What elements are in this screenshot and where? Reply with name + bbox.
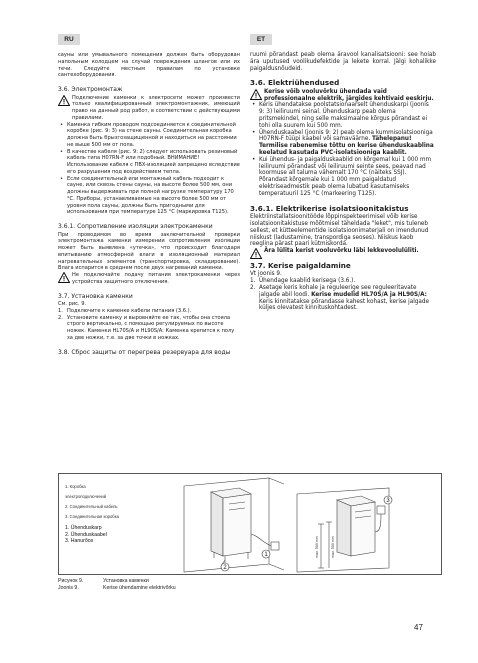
et-section-3-6-title: 3.6. Elektriühendused [250,78,340,88]
et-section-3-7-title: 3.7. Kerise paigaldamine [250,260,351,270]
ru-s37-see: См. рис. 9. [58,301,87,307]
ru-s361-text: При проводимом во время заключительной проверки электромонтажа каменки измерении сопротивления изоляции может быть выявлена «утечка», что происходит благодаря впитыванию атмосферной влаги в изоляционный материал нагревательных элементов (транспортировка, складирование). Влага испарится в среднем после двух нагреваний каменки. [58,231,240,272]
list-item: • Если соединительный или монтажный кабель подходит к сауне, или сквозь стены сауны, на высоте более 500 мм, они должны выдерживать при полной нагрузке температуру 170 °С. Приборы, устанавливаемые на высоте более 500 мм от уровня пола сауны, должны быть пригодными для использования при температуре 125 °С (маркировка T125). [67,176,240,217]
warning-icon [58,95,70,106]
ru-section-3-7-title: 3.7. Установка каменки [58,292,133,300]
legend-ru-4: 3. Соединительная коробка [65,514,119,519]
ru-section-3-6-1-title: 3.6.1. Сопротивление изоляции электрокаменки [58,223,213,230]
legend-ru-1: 1. Коробка [65,484,86,489]
callout-1: 1 [264,552,268,559]
et-s36-warning [250,89,436,103]
caption-ru-label: Рисунок 9. [58,578,84,584]
et-s36-warning-text: Kerise võib vooluvõrku ühendada vaid professionaalne elektrik, järgides kehtivaid eeskirju. [264,88,434,102]
caption-et-label: Joonis 9. [58,584,79,591]
list-item: 2. Asetage keris kohale ja reguleerige see reguleeritavate jalgade abil loodi. Kerise mudelid HL70S/A ja HL90S/A: Keris kinnitatakse põrandasse kahest kohast, kerise jalgade küljes olevatest kinnituskohtadest. [250,285,430,312]
ru-section-3-8-title: 3.8. Сброс защиты от перегрева резервуара для воды [58,348,231,356]
heater-side [211,492,223,556]
list-item: • В качестве кабеля (рис. 9: 2) следует использовать резиновый кабель типа H07RN-F или подобный. ВНИМАНИЕ! Использование кабеля с ПВХ-изоляцией запрещено вследствие его разрушения под воздействием тепла. [67,149,240,176]
figure-caption [58,578,176,591]
ru-s361-warning [58,272,240,286]
language-tab-et: ET [250,34,272,45]
ru-intro-text: сауны или умывального помещения должен быть оборудован напольным колодцем на случай повреждения шлангов или их течи. Следуйте местным правилам по установке сантехоборудования. [58,52,240,79]
figure-9 [58,473,442,575]
list-item: • Каменка гибким проводом подсоединяется к соединительной коробке (рис. 9: 3) на стене сауны. Соединительная коробка должна быть брызгозащищенной и находиться на расстоянии не выше 500 мм от пола. [67,122,240,149]
column-ru [58,52,240,357]
et-s361-warning [250,248,436,255]
callout-3: 3 [386,498,390,505]
legend-et-3: 3. Hanurõos [65,538,94,544]
ru-s36-warning [58,95,240,122]
ru-s36-bullets [58,122,240,217]
et-s361-warning-text: Ära lülita kerist vooluvõrku läbi lekkevoolulüliti. [264,248,419,255]
list-item: 1. Подключите к каменке кабели питания (3.6.). [58,307,192,314]
et-section-3-6-1-title: 3.6.1. Elektrikerise isolatsioonitakistus [250,203,409,213]
warning-icon [250,248,262,259]
ru-section-3-6-title: 3.6. Электромонтаж [58,86,123,93]
list-item: • Ühenduskaabel (joonis 9: 2) peab olema kummisolatsiooniga H07RN-F tüüpi kaabel või samaväärne. Tähelepanu! Termilise rabenemise tõttu on kerise ühenduskaablina keelatud kasutada PVC-isolatsiooniga kaablit. [259,130,436,157]
ru-s361-warning-text: Не подключайте подачу питания электрокаменки через устройства защитного отключения. [72,272,240,285]
column-et [250,52,436,312]
dimension-label-1: max. 500 mm [315,536,319,558]
language-tab-ru: RU [58,34,80,45]
junction-box [271,542,279,550]
legend-ru-3: 2. Соединительный кабель [65,504,118,509]
list-item: • Keris ühendatakse poolstatsionaarselt ühenduskarpi (joonis 9: 3) leiliruumi seinal. Ühenduskarp peab olema pritsmekindel, ning selle maksimaalne kõrgus põrandast ei tohi olla suurem kui 500 mm. [259,102,436,129]
legend-et-2: 2. Ühenduskaabel [65,531,107,538]
heater-installation-drawing [59,474,441,574]
et-s37-steps [250,278,436,312]
list-item: 2. Установите каменку и выровняйте ее так, чтобы она стояла строго вертикально, с помощью регулируемых по высоте ножек. Каменки HL70S/A и HL90S/A: Каменка крепится к полу за две ножки, т.е. за две точки в ножках. [58,314,235,341]
legend-et-1: 1. Ühenduskarp [65,525,102,531]
et-intro-text: ruumi põrandast peab olema äravool kanalisatsiooni: see hoiab ära uputused voolikudefektide ja lekete korral. Jälgi kohalikke paigaldusnõudeid. [250,52,436,72]
list-item: 1. Ühendage kaablid kerisega (3.6.). [250,278,356,285]
legend-ru-2: электроподключений [65,494,107,499]
warning-icon [58,272,70,283]
et-s36-bullets [250,102,436,197]
ru-s36-warning-text: Подключение каменки к электросети может произвести только квалифицированный электромонтажник, имеющий право на данный род работ, в соответствии с действующими правилами. [72,94,240,121]
warning-icon [250,89,262,100]
page-number: 47 [414,623,423,632]
caption-ru-text: Установка каменки [103,578,149,584]
callout-2: 2 [223,565,227,572]
et-s361-text: Elektriinstallatsioonitööde lõppinspekteerimisel võib kerise isolatsioonitakistuse mõõtmisel täheldada "leket", mis tuleneb sellest, et kütteelementide isolatsioonimaterjali on imendunud niiskust (ladustamine, transpordiga seoses). Niiskus kaob reeglina pärast paari kütmiskorda. [250,214,429,248]
list-item: • Kui ühendus- ja paigalduskaablid on kõrgemal kui 1 000 mm leiliruumi põrandast või leiliruumi seinte sees, peavad nad koormuse all taluma vähemalt 170 °C (näiteks SSJ). Põrandast kõrgemale kui 1 000 mm paigaldatud elektriseadmestik peab olema lubatud kasutamiseks temperatuuril 125 °C (markeering T125). [259,157,436,198]
et-s37-see: Vt joonis 9. [250,271,282,278]
ru-s37-steps [58,308,240,342]
dimension-label-2: max. 500 mm [331,536,335,558]
caption-et-text: Kerise ühendamine elektrivõrku [103,584,176,591]
